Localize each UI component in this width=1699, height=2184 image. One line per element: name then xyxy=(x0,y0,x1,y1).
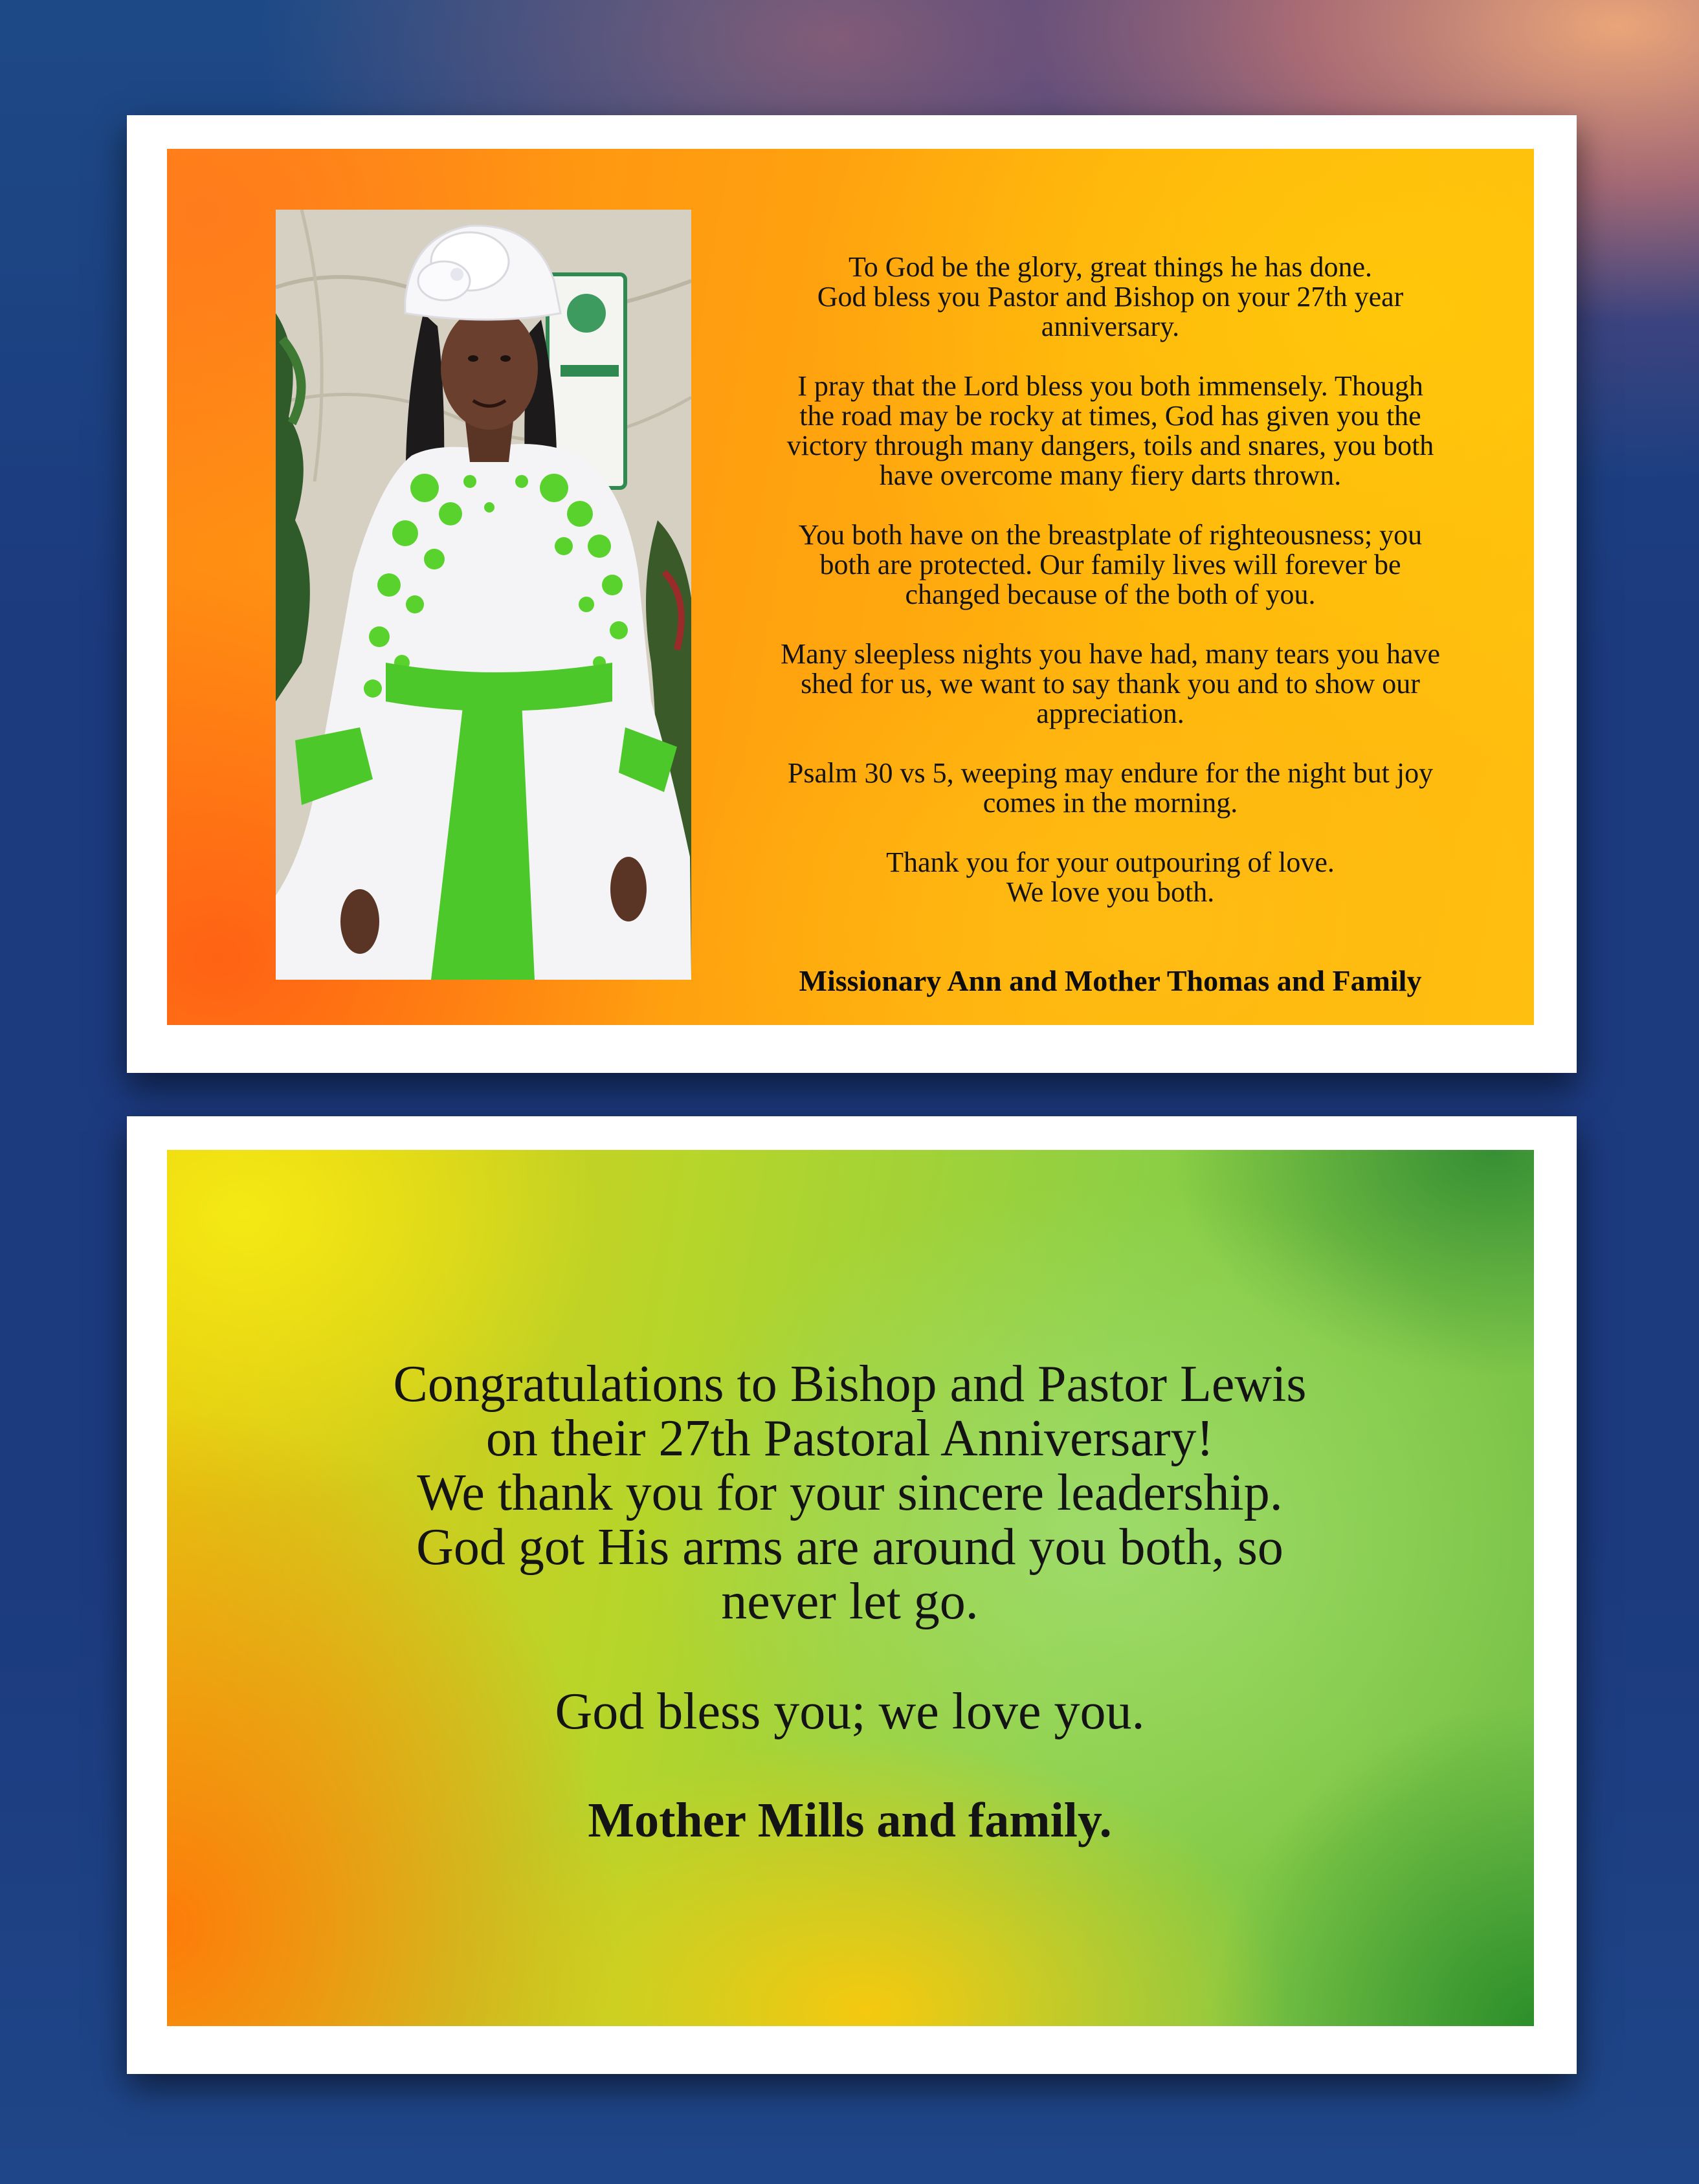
tribute-message-top xyxy=(730,252,1491,937)
signature-bottom: Mother Mills and family. xyxy=(588,1793,1112,1848)
message-paragraph: Many sleepless nights you have had, many tears you have shed for us, we want to say thank you and to show our appreciation. xyxy=(780,638,1441,729)
message-paragraph: Psalm 30 vs 5, weeping may endure for the night but joy comes in the morning. xyxy=(787,757,1434,819)
tribute-card-top xyxy=(127,115,1577,1073)
portrait-photo xyxy=(276,210,691,980)
message-paragraph: I pray that the Lord bless you both immensely. Though the road may be rocky at times, God has given you the victory through many dangers, toils and snares, you both have overcome many fiery darts thrown. xyxy=(786,370,1434,491)
tribute-card-bottom xyxy=(127,1116,1577,2074)
card-bottom-background xyxy=(167,1150,1534,2026)
card-top-background xyxy=(167,149,1534,1025)
message-paragraph: Thank you for your outpouring of love. We love you both. xyxy=(886,846,1335,908)
signature-top: Missionary Ann and Mother Thomas and Family xyxy=(799,964,1422,997)
congratulations-message: Congratulations to Bishop and Pastor Lewis on their 27th Pastoral Anniversary! We thank you for your sincere leadership. God got His arms are around you both, so never let go. xyxy=(393,1356,1307,1630)
message-paragraph: You both have on the breastplate of righteousness; you both are protected. Our family lives will forever be changed because of the both of you. xyxy=(798,519,1423,610)
tribute-message-bottom xyxy=(329,1357,1371,1848)
message-paragraph: To God be the glory, great things he has done. God bless you Pastor and Bishop on your 27th year anniversary. xyxy=(817,251,1404,342)
blessing-line: God bless you; we love you. xyxy=(555,1683,1145,1740)
